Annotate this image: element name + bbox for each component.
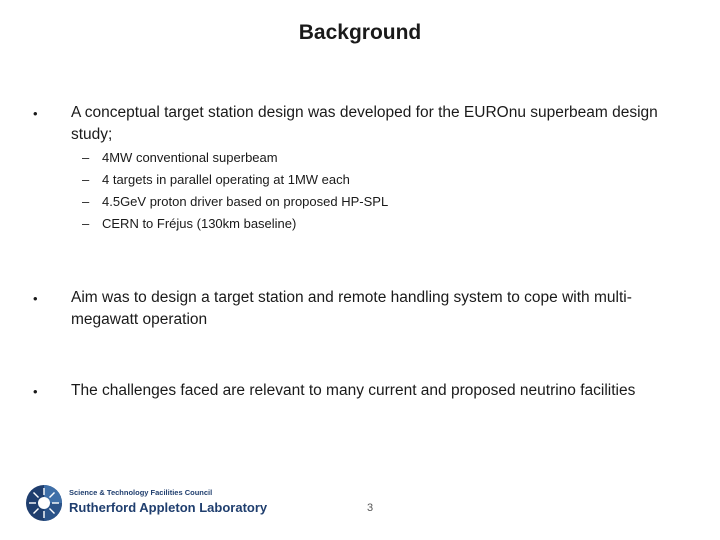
stfc-globe-icon (24, 483, 64, 523)
sub-bullet-item-1 (0, 147, 720, 169)
logo-council-text: Science & Technology Facilities Council (69, 488, 213, 497)
sub-bullet-item-3 (0, 191, 720, 213)
sub-bullet-marker: – (82, 216, 90, 231)
sub-bullet-marker: – (82, 150, 90, 165)
sub-bullet-text: 4 targets in parallel operating at 1MW each (102, 172, 350, 187)
sub-bullet-marker: – (82, 172, 90, 187)
slide-title: Background (298, 21, 422, 44)
sub-bullet-text: CERN to Fréjus (130km baseline) (102, 216, 297, 231)
sub-bullet-item-4 (0, 213, 720, 235)
bullet-marker: • (33, 106, 38, 121)
logo-lab-text: Rutherford Appleton Laboratory (69, 500, 268, 515)
bullet-text-2: Aim was to design a target station and remote handling system to cope with multi-megawatt operation (71, 289, 632, 328)
stfc-ral-logo (24, 483, 268, 527)
bullet-text-1: A conceptual target station design was developed for the EUROnu superbeam design study; (71, 104, 658, 143)
bullet-marker: • (33, 384, 38, 399)
sub-bullet-text: 4.5GeV proton driver based on proposed HP-SPL (102, 194, 389, 209)
bullet-text-3: The challenges faced are relevant to many current and proposed neutrino facilities (71, 382, 636, 399)
sub-bullet-item-2 (0, 169, 720, 191)
sub-bullet-text: 4MW conventional superbeam (102, 150, 278, 165)
sub-bullet-marker: – (82, 194, 90, 209)
page-number: 3 (366, 502, 374, 514)
bullet-marker: • (33, 291, 38, 306)
